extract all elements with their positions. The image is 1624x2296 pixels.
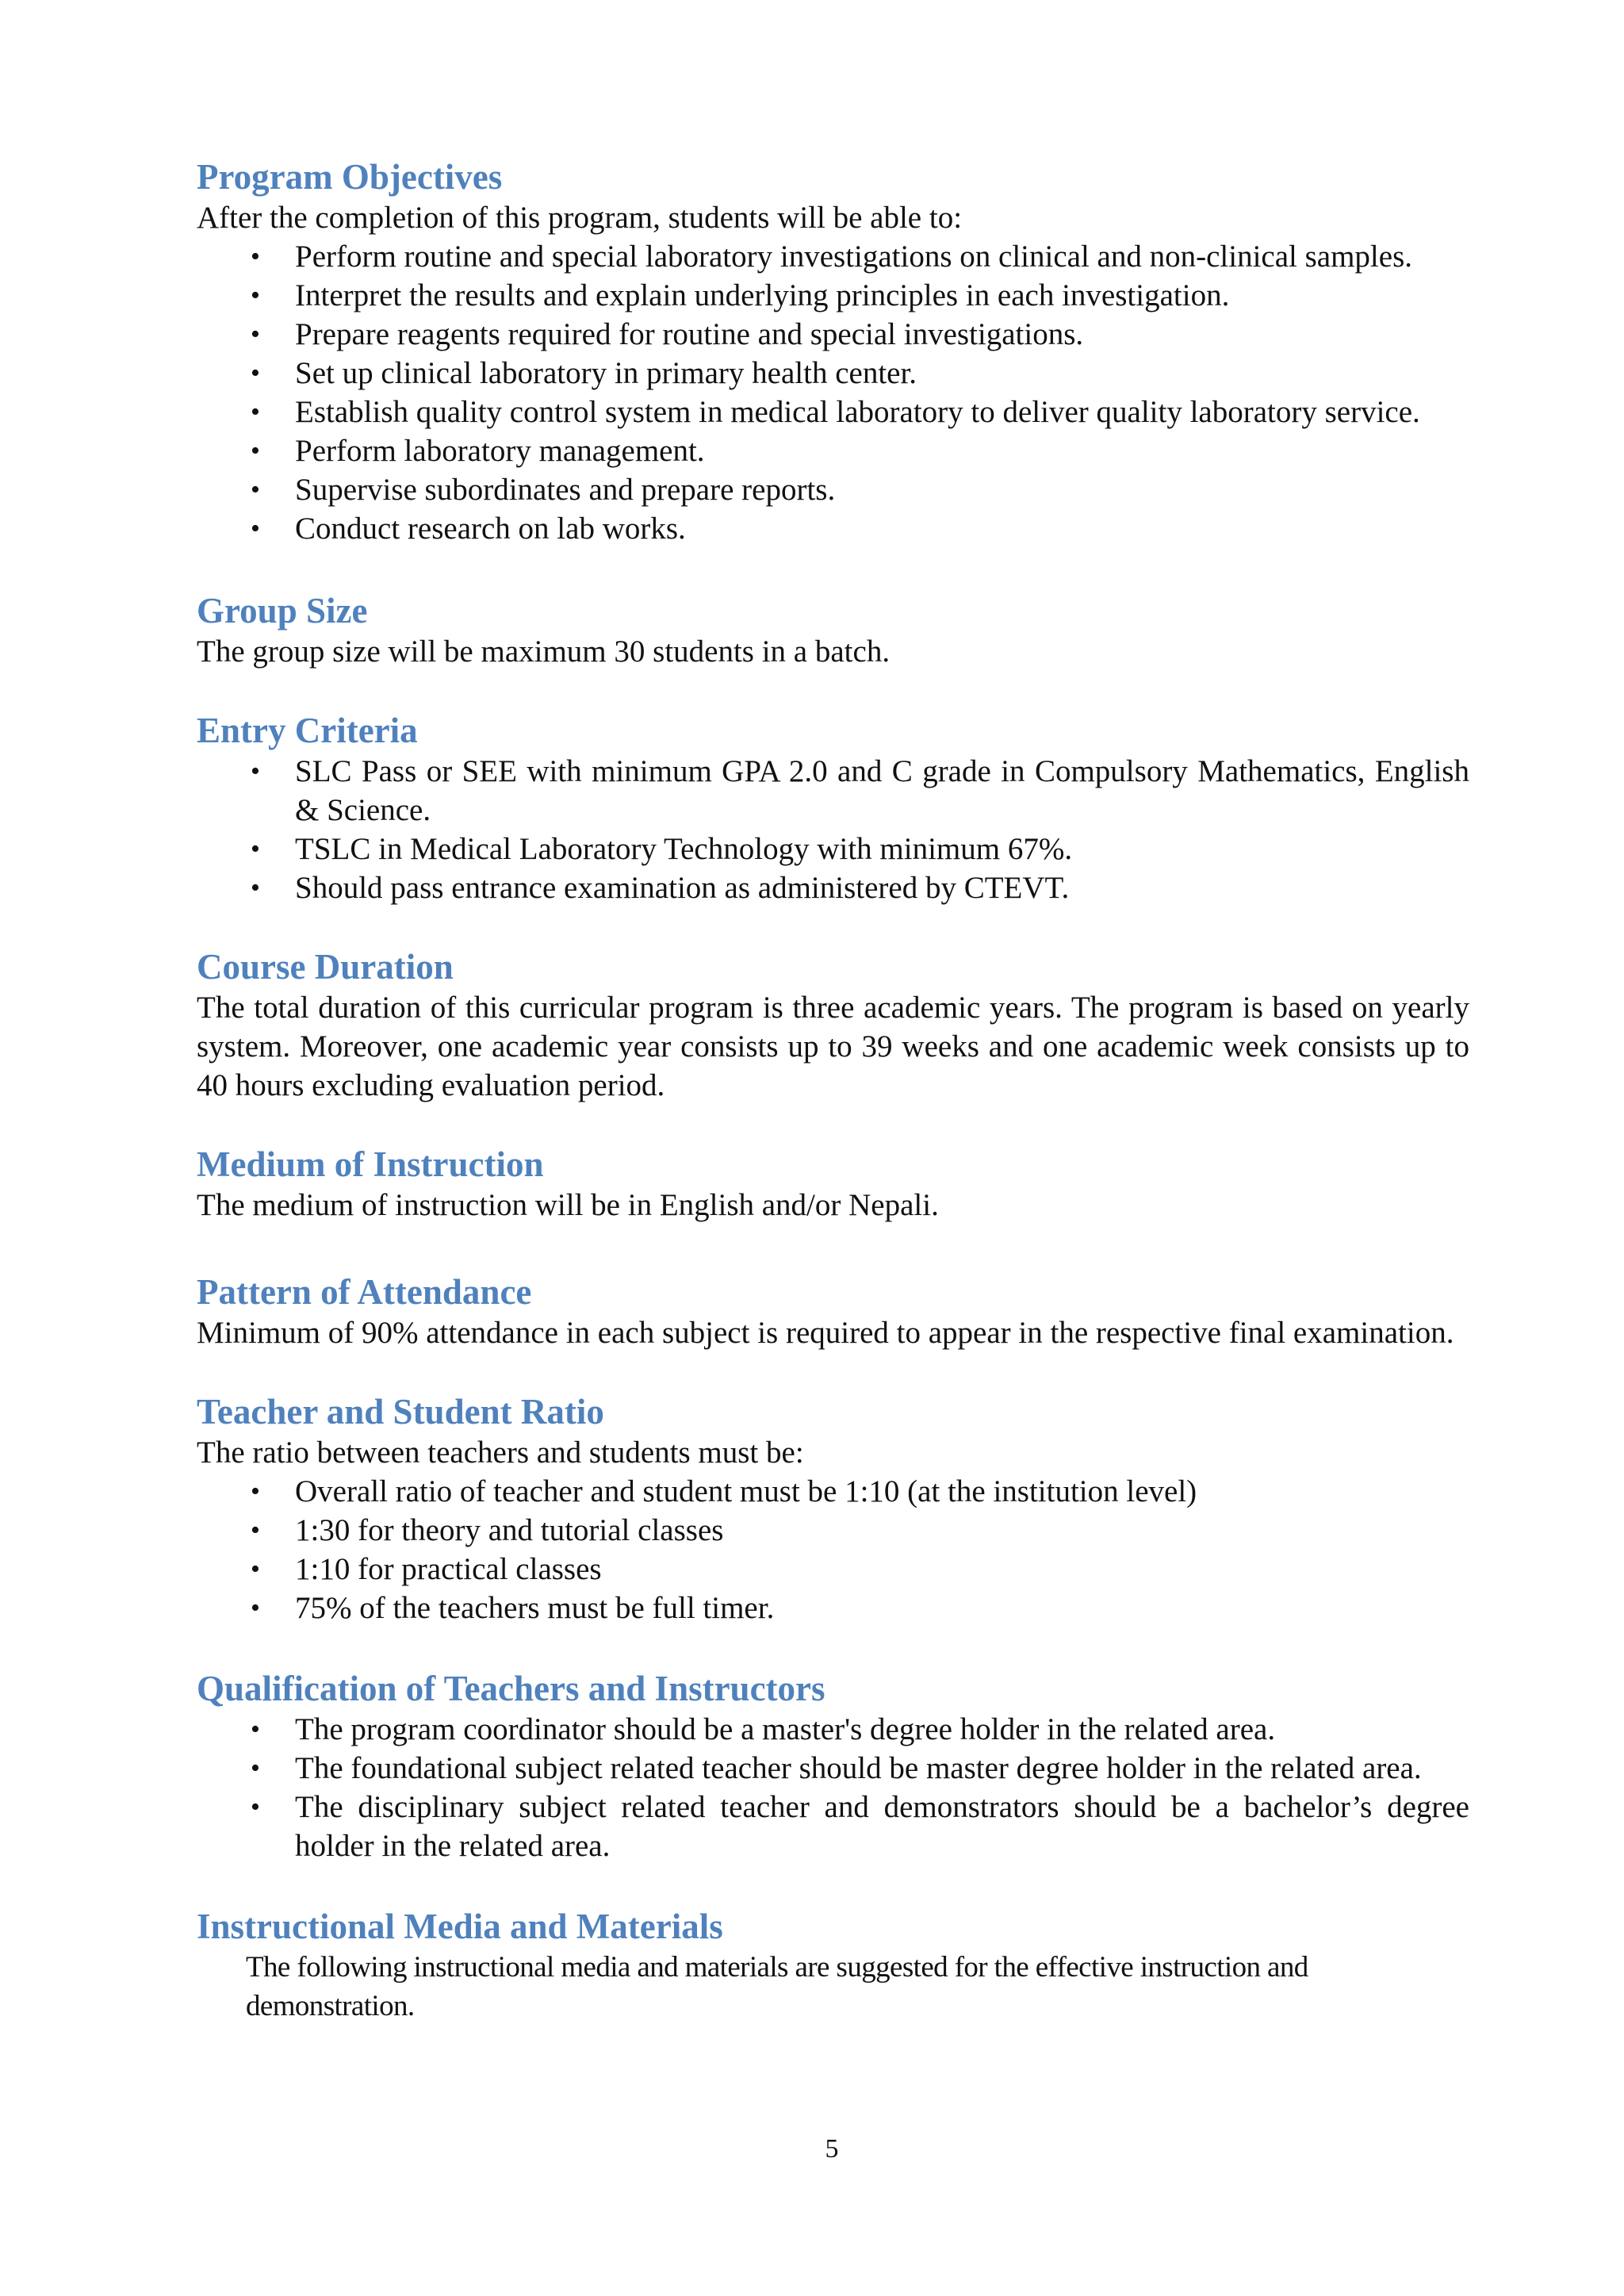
bullet-icon: • (251, 514, 260, 543)
list-item (197, 868, 1469, 907)
list-item (197, 354, 1469, 393)
list-item (197, 509, 1469, 548)
list-item-text: The disciplinary subject related teacher and demonstrators should be a bachelor’s degree holder in the related area. (295, 1790, 1469, 1863)
list-item (197, 276, 1469, 315)
section-body: The total duration of this curricular program is three academic years. The program is based on yearly system. Moreover, one academic year consists up to 39 weeks and one academic week consists up to 40 hours excluding evaluation period. (197, 991, 1469, 1102)
list-item-text: Perform routine and special laboratory investigations on clinical and non-clinical samples. (295, 240, 1413, 274)
document-page (197, 155, 1469, 2026)
list-item (197, 431, 1469, 470)
section-entry-criteria (197, 709, 1469, 907)
section-medium-of-instruction (197, 1143, 1469, 1225)
list-item-text: Set up clinical laboratory in primary health center. (295, 356, 917, 390)
section-body: The medium of instruction will be in English and/or Nepali. (197, 1188, 939, 1222)
list-item (197, 1472, 1469, 1511)
section-instructional-media (197, 1905, 1469, 2026)
list-item-text: Conduct research on lab works. (295, 512, 686, 546)
list-item-text: 75% of the teachers must be full timer. (295, 1591, 775, 1625)
bullet-icon: • (251, 1554, 260, 1584)
section-heading: Pattern of Attendance (197, 1272, 532, 1312)
list-item-text: The foundational subject related teacher should be master degree holder in the related area. (295, 1751, 1422, 1785)
bullet-icon: • (251, 397, 260, 427)
list-item-text: 1:30 for theory and tutorial classes (295, 1513, 724, 1547)
list-item (197, 470, 1469, 509)
section-heading: Instructional Media and Materials (197, 1907, 723, 1946)
section-intro: After the completion of this program, students will be able to: (197, 201, 963, 235)
bullet-list (197, 237, 1469, 548)
list-item (197, 315, 1469, 354)
section-group-size (197, 589, 1469, 671)
list-item (197, 237, 1469, 276)
bullet-icon: • (251, 475, 260, 504)
list-item (197, 1589, 1469, 1627)
bullet-icon: • (251, 757, 260, 786)
bullet-list (197, 1710, 1469, 1865)
bullet-icon: • (251, 1593, 260, 1623)
bullet-icon: • (251, 358, 260, 388)
bullet-icon: • (251, 1754, 260, 1783)
bullet-icon: • (251, 1792, 260, 1822)
section-body: The following instructional media and materials are suggested for the effective instruction and demonstration. (246, 1951, 1308, 2022)
bullet-icon: • (251, 1477, 260, 1506)
bullet-icon: • (251, 873, 260, 903)
list-item-text: 1:10 for practical classes (295, 1552, 602, 1586)
section-heading: Entry Criteria (197, 711, 418, 750)
section-teacher-student-ratio (197, 1390, 1469, 1627)
list-item-text: TSLC in Medical Laboratory Technology with minimum 67%. (295, 832, 1073, 866)
section-heading: Program Objectives (197, 157, 503, 197)
bullet-icon: • (251, 834, 260, 864)
bullet-list (197, 752, 1469, 907)
section-heading: Medium of Instruction (197, 1144, 544, 1184)
list-item (197, 830, 1469, 868)
list-item (197, 1550, 1469, 1589)
section-heading: Qualification of Teachers and Instructors (197, 1669, 825, 1708)
list-item (197, 1749, 1469, 1788)
bullet-icon: • (251, 281, 260, 310)
section-course-duration (197, 945, 1469, 1105)
bullet-icon: • (251, 1715, 260, 1744)
list-item-text: The program coordinator should be a master's degree holder in the related area. (295, 1712, 1276, 1746)
section-heading: Teacher and Student Ratio (197, 1392, 604, 1432)
section-pattern-of-attendance (197, 1271, 1469, 1352)
section-body: Minimum of 90% attendance in each subject is required to appear in the respective final examination. (197, 1316, 1454, 1350)
section-body: The group size will be maximum 30 students in a batch. (197, 634, 891, 669)
list-item (197, 1788, 1469, 1865)
list-item (197, 393, 1469, 431)
section-intro: The ratio between teachers and students must be: (197, 1435, 804, 1470)
list-item-text: Perform laboratory management. (295, 434, 705, 468)
section-heading: Group Size (197, 591, 368, 631)
list-item-text: SLC Pass or SEE with minimum GPA 2.0 and C grade in Compulsory Mathematics, English & Science. (295, 754, 1469, 827)
list-item (197, 1511, 1469, 1550)
list-item (197, 1710, 1469, 1749)
list-item-text: Prepare reagents required for routine and special investigations. (295, 317, 1084, 351)
bullet-icon: • (251, 1516, 260, 1545)
list-item-text: Supervise subordinates and prepare reports. (295, 473, 836, 507)
list-item-text: Overall ratio of teacher and student must be 1:10 (at the institution level) (295, 1474, 1197, 1508)
bullet-icon: • (251, 436, 260, 466)
list-item-text: Establish quality control system in medical laboratory to deliver quality laboratory service. (295, 395, 1420, 429)
section-heading: Course Duration (197, 947, 454, 987)
page-number: 5 (825, 2134, 839, 2164)
list-item (197, 752, 1469, 830)
bullet-list (197, 1472, 1469, 1627)
list-item-text: Interpret the results and explain underlying principles in each investigation. (295, 278, 1230, 312)
section-program-objectives (197, 155, 1469, 548)
bullet-icon: • (251, 242, 260, 271)
list-item-text: Should pass entrance examination as administered by CTEVT. (295, 871, 1070, 905)
section-qualification-of-teachers (197, 1667, 1469, 1865)
bullet-icon: • (251, 320, 260, 349)
